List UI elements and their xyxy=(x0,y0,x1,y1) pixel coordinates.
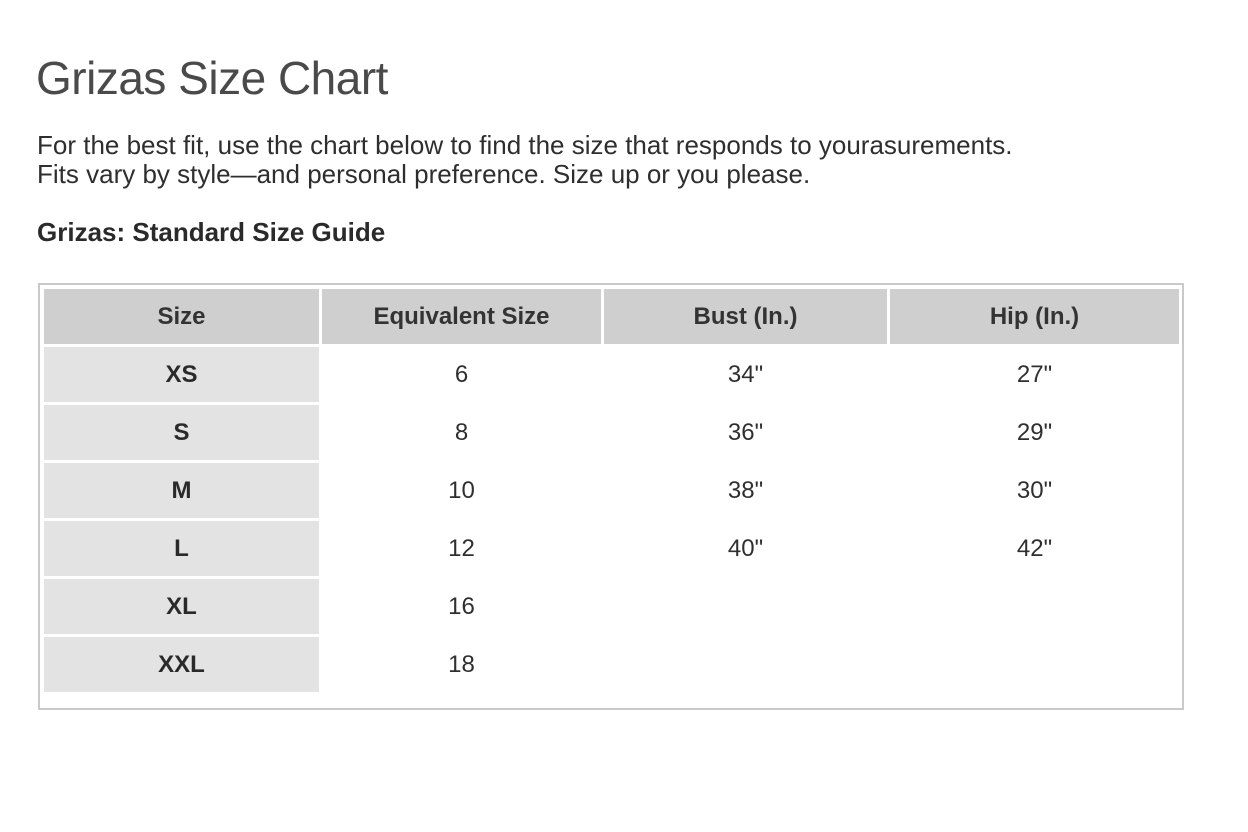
header-equivalent-size: Equivalent Size xyxy=(322,289,601,344)
section-heading: Grizas: Standard Size Guide xyxy=(37,217,386,247)
equivalent-cell: 10 xyxy=(448,476,475,504)
hip-cell xyxy=(890,637,1179,692)
size-cell: XL xyxy=(44,579,319,634)
header-hip: Hip (In.) xyxy=(890,289,1179,344)
table-row xyxy=(44,637,1179,692)
table-header-row xyxy=(44,289,1179,344)
table-row xyxy=(44,347,1179,402)
hip-cell: 42" xyxy=(1016,534,1053,562)
bust-cell xyxy=(604,637,887,692)
intro-line-1: For the best fit, use the chart below to find the size that responds to yourasurements. xyxy=(37,130,1013,160)
intro-text xyxy=(37,131,1217,189)
table-row xyxy=(44,521,1179,576)
table-row xyxy=(44,463,1179,518)
bust-cell: 38" xyxy=(727,476,764,504)
hip-cell: 29" xyxy=(1016,418,1053,446)
equivalent-cell: 8 xyxy=(454,418,469,446)
intro-line-2: Fits vary by style—and personal preference. Size up or you please. xyxy=(37,159,811,189)
equivalent-cell: 16 xyxy=(448,592,475,620)
equivalent-cell: 6 xyxy=(454,360,469,388)
bust-cell xyxy=(604,579,887,634)
table-row xyxy=(44,405,1179,460)
hip-cell: 27" xyxy=(1016,360,1053,388)
table-row xyxy=(44,579,1179,634)
size-cell: XS xyxy=(44,347,319,402)
size-table xyxy=(41,286,1182,695)
header-bust: Bust (In.) xyxy=(604,289,887,344)
equivalent-cell: 12 xyxy=(448,534,475,562)
page-title: Grizas Size Chart xyxy=(36,52,388,104)
size-cell: M xyxy=(44,463,319,518)
size-cell: S xyxy=(44,405,319,460)
bust-cell: 36" xyxy=(727,418,764,446)
size-cell: XXL xyxy=(44,637,319,692)
hip-cell xyxy=(890,579,1179,634)
bust-cell: 40" xyxy=(727,534,764,562)
header-size: Size xyxy=(44,289,319,344)
size-cell: L xyxy=(44,521,319,576)
hip-cell: 30" xyxy=(1016,476,1053,504)
size-table-frame xyxy=(38,283,1184,710)
bust-cell: 34" xyxy=(727,360,764,388)
equivalent-cell: 18 xyxy=(448,650,475,678)
